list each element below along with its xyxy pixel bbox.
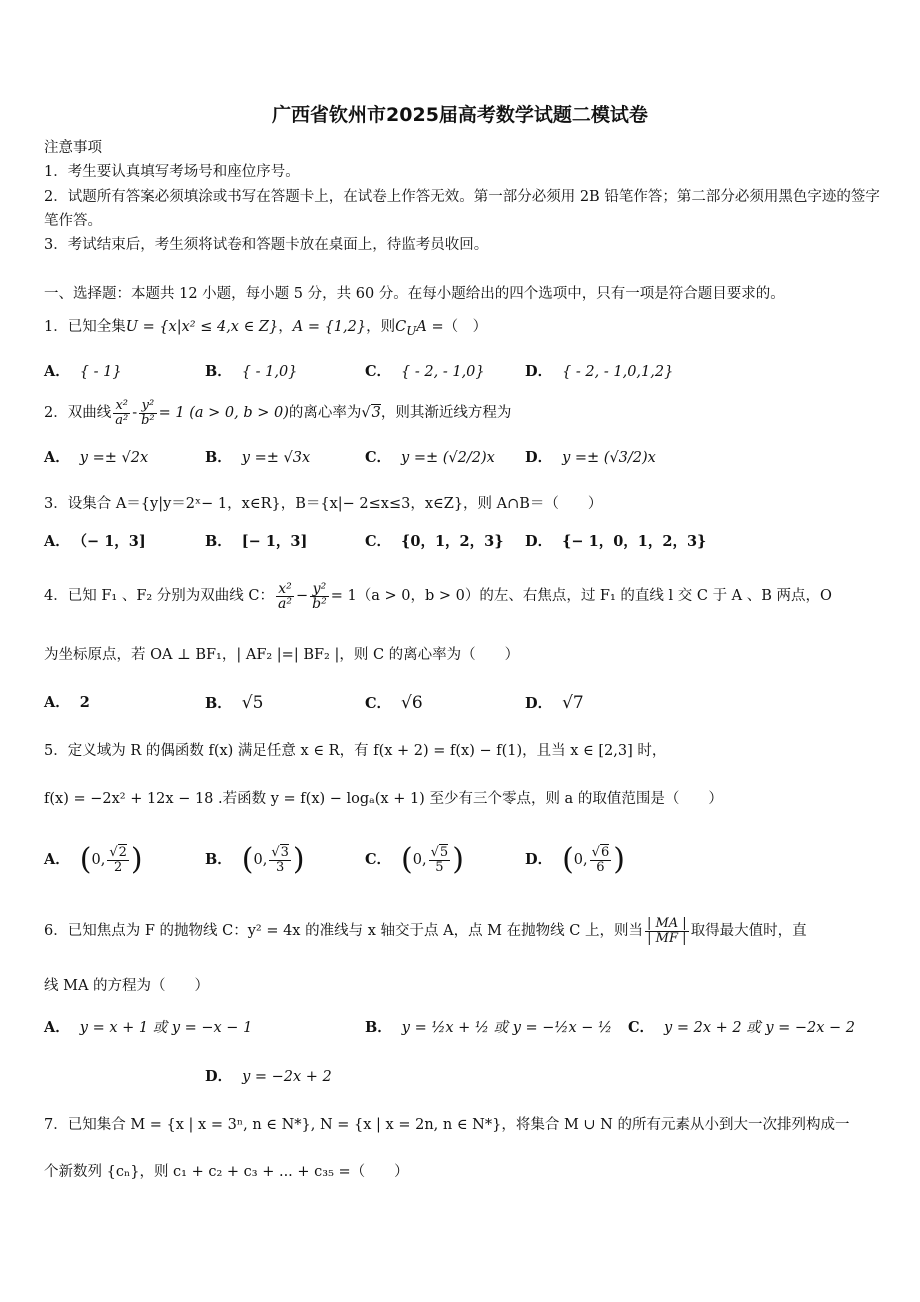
- frac: $\frac{√6}{6}$: [591, 844, 610, 875]
- q5-option-a[interactable]: A． (0, $\frac{√2}{2}$ ): [44, 842, 143, 877]
- option-text: {− 1，0，1，2，3}: [562, 533, 707, 550]
- question-6-line-1: [44, 913, 807, 949]
- q3-option-b[interactable]: [205, 532, 307, 552]
- question-7-line-2: 个新数列 {cₙ}，则 c₁ + c₂ + c₃ + ... + c₃₅ =（ ）: [44, 1164, 409, 1180]
- option-label: B．: [205, 363, 232, 380]
- q4-option-b[interactable]: [205, 693, 263, 714]
- option-text: y =± √3x: [241, 450, 311, 466]
- q1-complement: $C_UA$ =: [395, 319, 444, 338]
- q2-option-d[interactable]: [525, 448, 656, 468]
- option-text: 2: [79, 694, 90, 711]
- option-label: B．: [205, 533, 232, 550]
- ratio-den: | MF |: [647, 930, 687, 946]
- q1-option-a[interactable]: [44, 362, 122, 382]
- q5-option-d[interactable]: D． (0, $\frac{√6}{6}$ ): [525, 842, 625, 877]
- q6-option-d[interactable]: [205, 1067, 332, 1087]
- paren-open: (: [79, 842, 92, 877]
- q2-option-c[interactable]: [365, 448, 495, 468]
- option-text: {0，1，2，3}: [401, 533, 504, 550]
- q2-tail: ，则其渐近线方程为: [380, 405, 512, 421]
- q6-option-c[interactable]: [628, 1018, 855, 1038]
- frac: $\frac{√5}{5}$: [430, 844, 449, 875]
- question-6-line-2: 线 MA 的方程为（ ）: [44, 978, 210, 994]
- section-heading: 一、选择题：本题共 12 小题，每小题 5 分，共 60 分。在每小题给出的四个选项中，只有一项是符合题目要求的。: [44, 286, 785, 302]
- q6-option-a[interactable]: [44, 1018, 252, 1038]
- q6-text-a: 6．已知焦点为 F 的抛物线 C：y² = 4x 的准线与 x 轴交于点 A，点 M 在抛物线 C 上，则当: [44, 923, 643, 939]
- option-label: D．: [525, 851, 553, 868]
- paren-open: (: [562, 842, 574, 877]
- option-text: √7: [562, 693, 584, 713]
- option-label: A．: [44, 449, 70, 466]
- q2-condition: = 1 (a > 0, b > 0): [158, 405, 289, 421]
- notice-item-3: 3．考试结束后，考生须将试卷和答题卡放在桌面上，待监考员收回。: [44, 237, 489, 253]
- option-label: D．: [205, 1068, 233, 1085]
- q1-option-d[interactable]: [525, 362, 673, 382]
- question-3: 3．设集合 A＝{y|y＝2ˣ− 1，x∈R}，B＝{x|− 2≤x≤3，x∈Z}，则 A∩B＝（ ）: [44, 496, 603, 512]
- option-label: B．: [205, 695, 232, 712]
- ratio-num: | MA |: [646, 915, 687, 931]
- frac-num: 6: [600, 844, 610, 860]
- option-label: D．: [525, 449, 553, 466]
- paren-open: (: [401, 842, 413, 877]
- option-label: B．: [205, 851, 232, 868]
- paren-close: ): [130, 842, 143, 877]
- q4-option-c[interactable]: [365, 693, 423, 714]
- q1-set-u: U = {x|x² ≤ 4,x ∈ Z}: [125, 319, 279, 335]
- option-label: C．: [365, 533, 392, 550]
- option-text: y =± √2x: [79, 450, 149, 466]
- q2-frac-y: $\frac{\text{y²}}{\text{b²}}$: [141, 397, 155, 428]
- q4-frac-y: $\frac{\text{y²}}{\text{b²}}$: [312, 580, 327, 612]
- page-title: 广西省钦州市2025届高考数学试题二模试卷: [272, 104, 648, 126]
- question-2: 2．双曲线 $\frac{\text{x²}}{\text{a²}}$ - $\frac{\text{y²}}{\text{b²}}$ = 1 (a > 0, b > 0)的离心率为√3，则其渐近线方程为: [44, 397, 512, 428]
- option-label: D．: [525, 363, 553, 380]
- option-text: √6: [401, 693, 423, 713]
- q2-frac-x: $\frac{\text{x²}}{\text{a²}}$: [115, 397, 129, 428]
- notice-item-1: 1．考生要认真填写考场号和座位序号。: [44, 164, 300, 180]
- q1-prefix: 1．已知全集: [44, 319, 126, 335]
- option-label: B．: [205, 449, 232, 466]
- q6-ratio: [645, 917, 689, 946]
- frac-num: 2: [118, 844, 127, 860]
- question-4-line-1: 4．已知 F₁ 、F₂ 分别为双曲线 C： $\frac{\text{x²}}{\text{a²}}$ − $\frac{\text{y²}}{\text{b²}}$ = 1（a > 0，b > 0）的左、右焦点，过 F₁ 的直线 l 交 C 于 A 、B 两点，O: [44, 580, 832, 612]
- option-label: C．: [365, 449, 392, 466]
- option-label: D．: [525, 695, 553, 712]
- frac: $\frac{√3}{3}$: [271, 844, 289, 875]
- option-text: √5: [241, 693, 264, 713]
- q2-mid: 的离心率为: [288, 405, 362, 421]
- option-text: { - 2, - 1,0,1,2}: [562, 364, 674, 380]
- option-label: B．: [365, 1019, 392, 1036]
- notice-item-2: 2．试题所有答案必须填涂或书写在答题卡上，在试卷上作答无效。第一部分必须用 2B 铅笔作答；第二部分必须用黑色字迹的签字笔作答。: [44, 189, 880, 229]
- question-1: [44, 317, 487, 341]
- q2-eccentricity: 3: [371, 405, 381, 421]
- option-text: { - 1,0}: [241, 364, 298, 380]
- option-text: y =± (√3/2)x: [562, 450, 656, 466]
- frac-den: 6: [596, 859, 605, 875]
- q1-set-a: A = {1,2}: [292, 319, 367, 335]
- option-label: A．: [44, 1019, 70, 1036]
- q1-tail: （ ）: [443, 319, 488, 335]
- q4-option-a[interactable]: [44, 693, 90, 713]
- q1-option-c[interactable]: [365, 362, 485, 382]
- option-text: （− 1，3]: [79, 533, 146, 550]
- option-text: [− 1，3]: [241, 533, 308, 550]
- notice-heading: 注意事项: [44, 140, 102, 156]
- option-label: C．: [365, 851, 392, 868]
- option-label: A．: [44, 363, 70, 380]
- frac-den: 3: [275, 859, 285, 875]
- question-7-line-1: 7．已知集合 M = {x | x = 3ⁿ, n ∈ N*}, N = {x | x = 2n, n ∈ N*}，将集合 M ∪ N 的所有元素从小到大一次排列构成一: [44, 1117, 850, 1133]
- frac-den: 2: [113, 859, 123, 875]
- paren-close: ): [613, 842, 625, 877]
- q2-option-a[interactable]: [44, 448, 148, 468]
- question-5-line-1: 5．定义域为 R 的偶函数 f(x) 满足任意 x ∈ R，有 f(x + 2) = f(x) − f(1)，且当 x ∈ [2,3] 时，: [44, 743, 667, 759]
- frac-num: 5: [439, 844, 449, 860]
- paren-close: ): [452, 842, 464, 877]
- frac-den: 5: [435, 859, 444, 875]
- question-5-line-2: f(x) = −2x² + 12x − 18 .若函数 y = f(x) − logₐ(x + 1) 至少有三个零点，则 a 的取值范围是（ ）: [44, 791, 723, 807]
- q1-mid: ，则: [366, 319, 396, 335]
- option-text: { - 1}: [79, 364, 122, 380]
- option-text: y = −2x + 2: [242, 1069, 332, 1085]
- option-label: C．: [628, 1019, 655, 1036]
- q1-option-b[interactable]: [205, 362, 297, 382]
- option-text: y = x + 1 或 y = −x − 1: [79, 1020, 253, 1036]
- frac: $\frac{√2}{2}$: [109, 844, 127, 875]
- q3-option-a[interactable]: [44, 532, 146, 552]
- option-label: C．: [365, 363, 392, 380]
- option-label: C．: [365, 695, 392, 712]
- q4-text-a: 4．已知 F₁ 、F₂ 分别为双曲线 C：: [44, 588, 275, 604]
- q2-option-b[interactable]: [205, 448, 310, 468]
- question-4-line-2: 为坐标原点，若 OA ⊥ BF₁，| AF₂ |=| BF₂ |，则 C 的离心率为（ ）: [44, 647, 520, 663]
- q5-option-c[interactable]: C． (0, $\frac{√5}{5}$ ): [365, 842, 464, 877]
- q3-option-d[interactable]: [525, 532, 706, 552]
- q5-option-b[interactable]: B． (0, $\frac{√3}{3}$ ): [205, 842, 305, 877]
- paren-close: ): [292, 842, 305, 877]
- q1-sep: ，: [278, 319, 293, 335]
- q4-option-d[interactable]: [525, 693, 584, 714]
- q4-frac-x: $\frac{\text{x²}}{\text{a²}}$: [278, 580, 292, 612]
- option-text: y = 2x + 2 或 y = −2x − 2: [664, 1020, 856, 1036]
- option-label: A．: [44, 851, 70, 868]
- frac-num: 3: [280, 844, 289, 860]
- q6-text-b: 取得最大值时，直: [690, 923, 807, 939]
- q4-text-b: = 1（a > 0，b > 0）的左、右焦点，过 F₁ 的直线 l 交 C 于 A 、B 两点，O: [330, 588, 832, 604]
- option-text: y =± (√2/2)x: [401, 450, 495, 466]
- option-label: D．: [525, 533, 553, 550]
- option-text: y = ½x + ½ 或 y = −½x − ½: [401, 1020, 613, 1036]
- q2-prefix: 2．双曲线: [44, 405, 112, 421]
- option-label: A．: [44, 694, 70, 711]
- q3-option-c[interactable]: [365, 532, 504, 552]
- option-text: { - 2, - 1,0}: [401, 364, 485, 380]
- option-label: A．: [44, 533, 70, 550]
- paren-open: (: [241, 842, 254, 877]
- q6-option-b[interactable]: [365, 1018, 612, 1038]
